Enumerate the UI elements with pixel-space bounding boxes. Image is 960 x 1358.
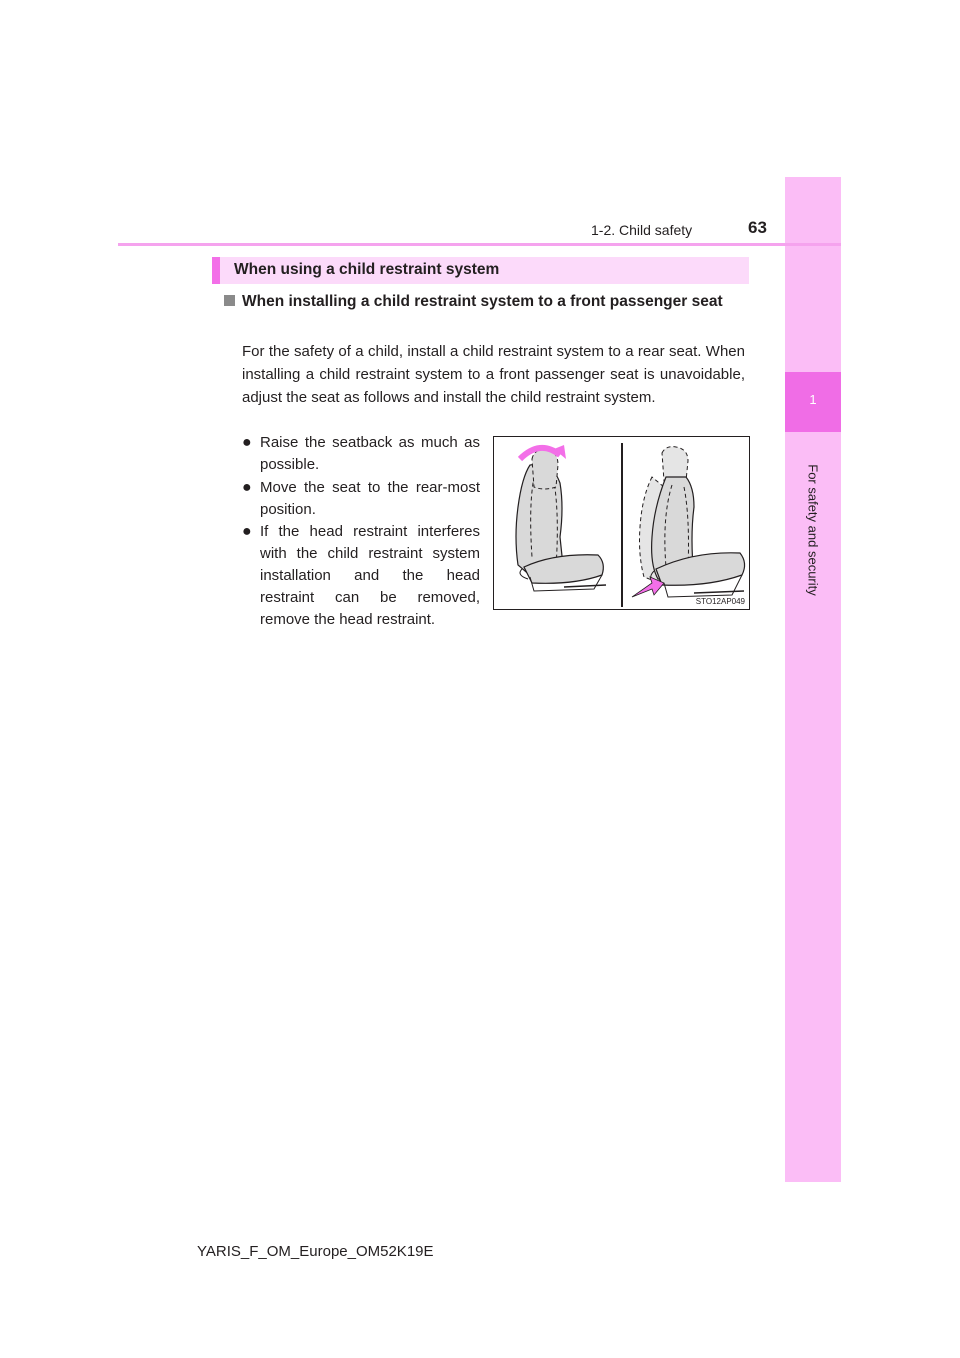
section-name: 1-2. Child safety <box>591 222 693 238</box>
seat-illustration-svg <box>494 437 751 611</box>
chapter-side-tab <box>785 177 841 1182</box>
section-heading-bar <box>212 257 749 284</box>
list-item-text: Raise the seatback as much as possible. <box>260 434 480 473</box>
bullet-icon: ● <box>242 434 252 451</box>
seat-raised-seatback <box>516 445 606 591</box>
header-rule <box>118 243 841 246</box>
section-heading: When using a child restraint system <box>234 261 500 278</box>
footer-doc-id: YARIS_F_OM_Europe_OM52K19E <box>197 1243 434 1260</box>
figure-code: STO12AP049 <box>695 597 745 606</box>
subheading: When installing a child restraint system to a front passenger seat <box>242 293 723 310</box>
bullet-icon: ● <box>242 523 252 540</box>
chapter-number: 1 <box>809 392 817 407</box>
body-paragraph: For the safety of a child, install a child restraint system to a rear seat. When installing a child restraint system to a front passenger seat is unavoidable, adjust the seat as follows and install the child restraint system. <box>242 343 745 406</box>
square-marker-icon <box>224 295 235 306</box>
list-item-text: If the head restraint interferes with the child restraint system installation and the head restraint can be removed, remove the head restraint. <box>260 523 480 628</box>
list-item-text: Move the seat to the rear-most position. <box>260 479 480 518</box>
seat-adjustment-illustration <box>493 436 750 610</box>
chapter-title: For safety and security <box>805 464 821 596</box>
seat-rear-position <box>632 447 745 597</box>
bullet-icon: ● <box>242 479 252 496</box>
page-number: 63 <box>748 218 767 237</box>
